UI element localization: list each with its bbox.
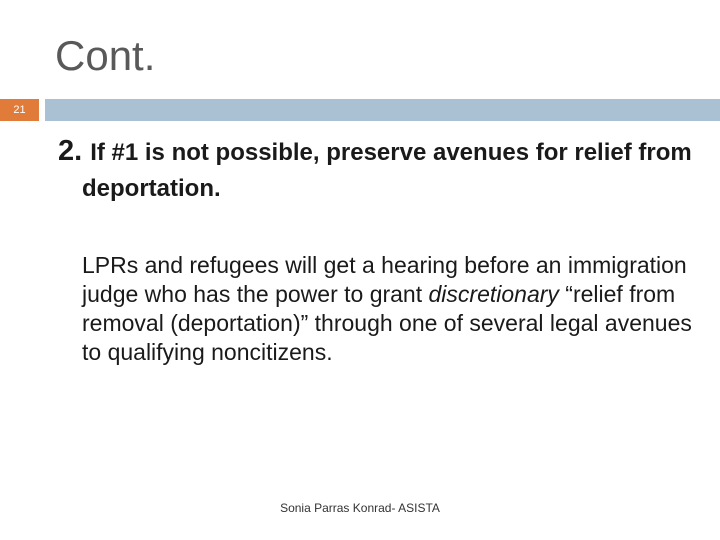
slide-number-badge: 21 [0,99,39,121]
body-text-emphasis: discretionary [428,281,559,307]
slide-content [58,133,698,367]
point-number: 2. [58,135,83,167]
header-divider-bar [45,99,720,121]
point-heading [58,133,698,207]
slide-title: Cont. [55,32,156,79]
body-text-part1: LPRs and refugees will get a hearing before an immigration judge who has the power to grant [82,252,687,307]
slide-footer: Sonia Parras Konrad- ASISTA [280,501,440,515]
point-heading-text: If #1 is not possible, preserve avenues for relief from deportation. [82,139,692,202]
body-text-part2: “relief from removal (deportation)” through one of several legal avenues to qualifying noncitizens. [82,281,692,365]
body-paragraph [58,251,698,367]
